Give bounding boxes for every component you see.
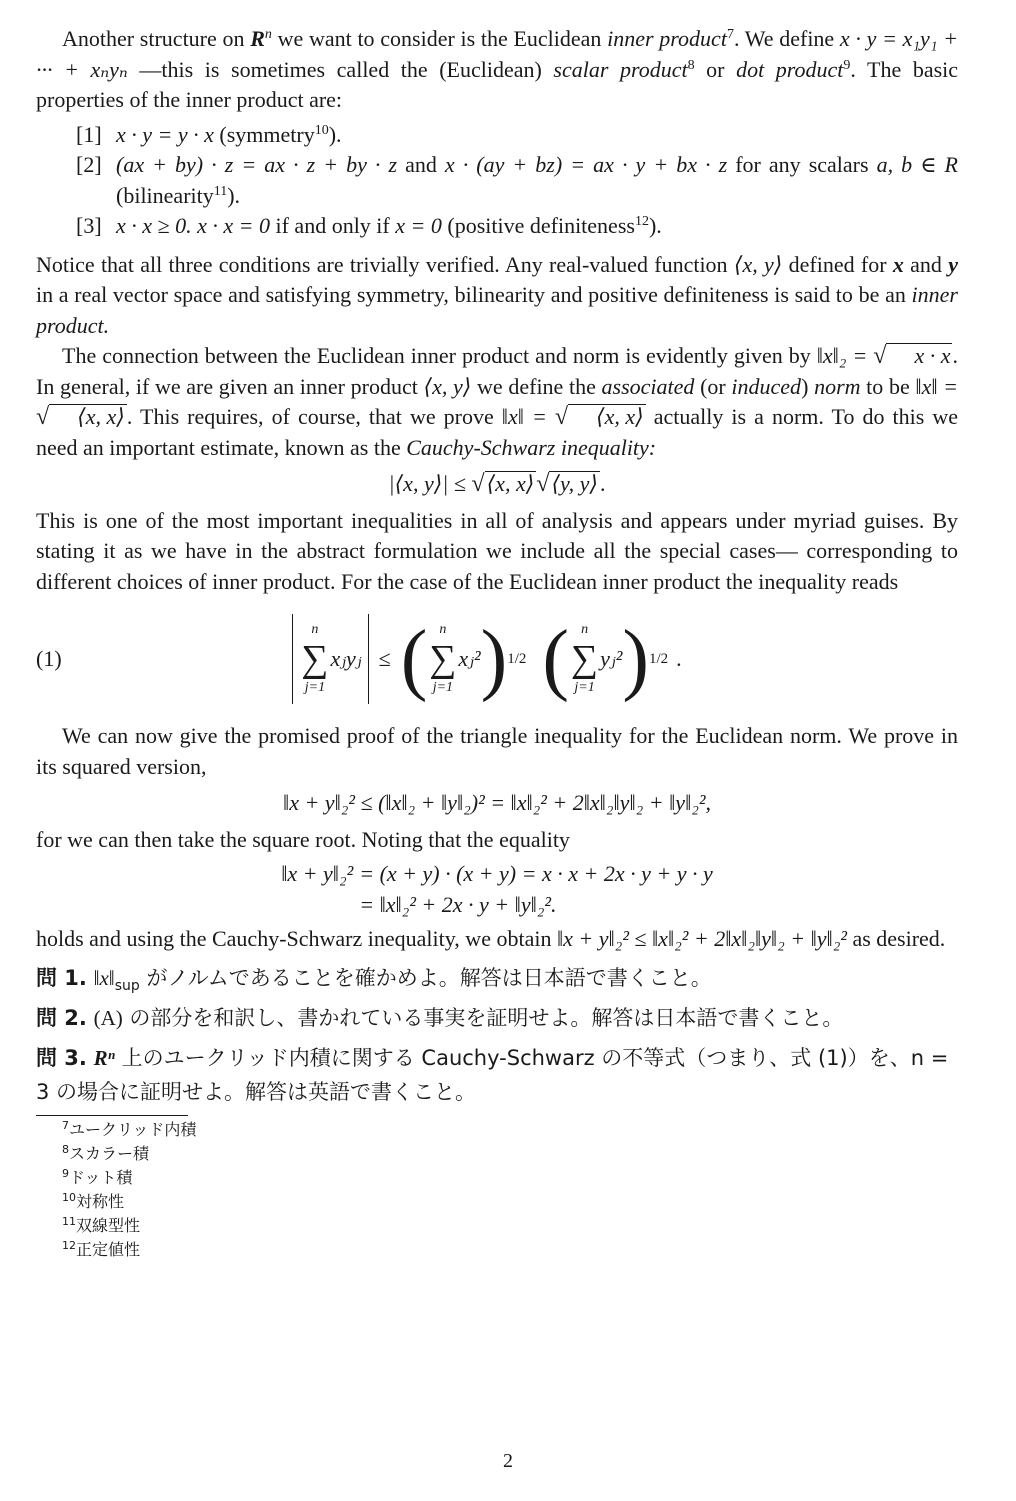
paragraph-inner-product-intro [36, 24, 958, 116]
text: . In general, if we are given an inner product [36, 343, 958, 399]
math-lhs: ‖x + y‖₂² [281, 861, 354, 886]
footnote-ref-11: 11 [213, 183, 228, 199]
text: . [599, 471, 606, 496]
question-text: 上のユークリッド内積に関する Cauchy-Schwarz の不等式（つまり、式 (1)）を、n = 3 の場合に証明せよ。解答は英語で書くこと。 [36, 1045, 949, 1104]
math: ‖x‖ = [501, 404, 555, 429]
sum-upper-limit: n [311, 622, 319, 637]
footnote-number: 8 [62, 1142, 69, 1156]
math-lhs [281, 890, 353, 921]
text: . We define [733, 26, 840, 51]
page-number: 2 [503, 1450, 513, 1472]
math: ⟨x, y⟩ [423, 373, 472, 399]
footnote-number: 11 [62, 1214, 76, 1228]
text: in a real vector space and satisfying symmetry, bilinearity and positive definiteness is said to be an [36, 282, 912, 307]
summation [301, 622, 328, 696]
question-3 [36, 1041, 958, 1109]
term-dot-product: dot product [736, 56, 844, 82]
document-page [36, 24, 958, 1262]
footnote-ref-10: 10 [314, 122, 329, 138]
question-text: がノルムであることを確かめよ。解答は日本語で書くこと。 [139, 965, 712, 990]
term-associated: associated [601, 373, 695, 399]
text: (bilinearity [116, 182, 214, 208]
property-positive-definiteness [76, 211, 958, 242]
property-number: [2] [76, 152, 102, 177]
footnote-10 [62, 1190, 958, 1214]
equation-label: (1) [36, 645, 62, 671]
footnotes [36, 1118, 958, 1262]
text: defined for [782, 251, 893, 277]
text: . This requires, of course, that we prove [126, 404, 502, 429]
property-number: [1] [76, 121, 102, 147]
text: ). [648, 213, 662, 238]
term-norm: norm [814, 373, 861, 399]
cauchy-schwarz-display: |⟨x, y⟩| ≤ √⟨x, x⟩√⟨y, y⟩. [388, 471, 606, 497]
math-R: R [250, 26, 265, 51]
paragraph-inner-product-definition [36, 250, 958, 342]
text: if and only if [269, 213, 396, 238]
math: yⱼ² [600, 645, 623, 671]
sigma-symbol: ∑ [571, 638, 599, 680]
math: x · (ay + bz) = ax · y + bx · z [444, 152, 728, 177]
text: we define the [471, 373, 602, 399]
math: Rⁿ [93, 1045, 115, 1070]
math: x = 0 [395, 213, 442, 238]
text: ). [227, 182, 241, 208]
term-cauchy-schwarz: Cauchy-Schwarz inequality: [406, 434, 657, 460]
math: ‖x + y‖₂² ≤ ‖x‖₂² + 2‖x‖₂‖y‖₂ + ‖y‖₂² [556, 926, 847, 951]
math: |⟨x, y⟩| ≤ [388, 471, 472, 496]
sum-lower-limit: j=1 [304, 680, 326, 695]
math-subscript: sup [114, 977, 140, 994]
math-sqrt-content: ⟨x, x⟩ [77, 404, 125, 429]
question-label: 問 3. [36, 1045, 87, 1070]
footnote-text: 正定値性 [76, 1239, 141, 1259]
footnote-9 [62, 1166, 958, 1190]
term-induced: induced [731, 373, 802, 399]
math: xⱼyⱼ [330, 645, 362, 671]
math: x [892, 251, 904, 277]
term-inner-product: inner product [607, 26, 727, 51]
text: ) [801, 373, 815, 399]
math: ‖x‖ [93, 965, 115, 990]
math-sqrt-content: x · x [914, 343, 951, 368]
footnote-text: スカラー積 [69, 1143, 150, 1163]
sigma-symbol: ∑ [429, 638, 457, 680]
footnote-text: ドット積 [69, 1167, 133, 1187]
math-sqrt-content: ⟨x, x⟩ [486, 471, 535, 496]
footnote-11 [62, 1214, 958, 1238]
equation-1: (1) n ∑ j=1 xⱼyⱼ ≤ ( n ∑ j=1 xⱼ² ) 1/2 ( n ∑ j=1 yⱼ² ) 1/2 . [36, 615, 682, 703]
math: x · y = y · x [116, 121, 214, 147]
math: xⱼ² [458, 645, 481, 671]
footnote-ref-7: 7 [726, 27, 734, 42]
footnote-text: ユークリッド内積 [69, 1119, 197, 1139]
question-label: 問 2. [36, 1005, 87, 1030]
footnote-text: 対称性 [76, 1191, 125, 1211]
math-rhs: = (x + y) · (x + y) = x · x + 2x · y + y · y [359, 861, 713, 886]
question-text: の部分を和訳し、書かれている事実を証明せよ。解答は日本語で書くこと。 [122, 1005, 844, 1030]
text: and [397, 152, 445, 177]
footnote-12 [62, 1238, 958, 1262]
summation [429, 622, 456, 696]
math-le: ≤ [378, 645, 391, 671]
question-label: 問 1. [36, 965, 87, 990]
text: . [676, 645, 682, 671]
footnote-7 [62, 1118, 958, 1142]
question-2 [36, 1001, 958, 1035]
footnote-ref-8: 8 [687, 57, 695, 73]
math-sqrt-content: ⟨x, x⟩ [596, 404, 644, 429]
footnote-ref-9: 9 [843, 57, 851, 73]
text: ). [328, 121, 342, 147]
math: x · x ≥ 0. x · x = 0 [116, 213, 270, 238]
text: (positive definiteness [441, 213, 635, 238]
term-inner-product: inner product. [36, 282, 958, 338]
math: (ax + by) · z = ax · z + by · z [116, 152, 398, 177]
footnote-8 [62, 1142, 958, 1166]
text: and [903, 251, 949, 277]
footnote-ref-12: 12 [634, 214, 649, 229]
math-sqrt-content: ⟨y, y⟩ [551, 471, 598, 496]
text: actually is a norm. To do this we need an important estimate, known as the [36, 404, 959, 460]
aligned-equation [36, 859, 958, 920]
footnote-number: 10 [62, 1190, 76, 1204]
text: (symmetry [213, 121, 315, 147]
math: ‖x‖ = [915, 373, 959, 399]
text: or [694, 56, 737, 82]
text: we want to consider is the Euclidean [271, 26, 608, 51]
text: —this is sometimes called the (Euclidean) [127, 56, 554, 82]
text: holds and using the Cauchy-Schwarz inequality, we obtain [36, 926, 557, 951]
text: for any scalars [727, 152, 877, 177]
math-exponent: n [264, 27, 272, 42]
math-dot-product-definition: x · y = x₁y₁ + ··· + xₙyₙ [36, 26, 959, 82]
sum-upper-limit: n [581, 622, 589, 637]
math-rhs: = ‖x‖₂² + 2x · y + ‖y‖₂². [359, 891, 557, 917]
paragraph-noting-equality: for we can then take the square root. Noting that the equality [36, 826, 570, 852]
footnote-number: 7 [62, 1118, 69, 1132]
footnote-number: 12 [62, 1238, 76, 1252]
math: y [948, 251, 958, 277]
text: The connection between the Euclidean inner product and norm is evidently given by [62, 343, 817, 368]
property-bilinearity [76, 150, 958, 211]
text: to be [860, 373, 916, 399]
text: . The basic properties of the inner product are: [36, 56, 959, 112]
triangle-inequality-display [36, 788, 958, 819]
sigma-symbol: ∑ [301, 638, 329, 680]
sum-upper-limit: n [439, 622, 447, 637]
footnote-number: 9 [62, 1166, 69, 1180]
property-symmetry [76, 120, 958, 151]
math: (A) [93, 1005, 123, 1030]
property-number: [3] [76, 213, 102, 238]
text: Notice that all three conditions are trivially verified. Any real-valued function [36, 251, 734, 277]
property-list [76, 120, 958, 242]
text: (or [694, 373, 732, 399]
math: ‖x + y‖₂² ≤ (‖x‖₂ + ‖y‖₂)² = ‖x‖₂² + 2‖x‖₂‖y‖₂ + ‖y‖₂², [283, 790, 711, 815]
paragraph-conclusion [36, 924, 958, 955]
paragraph-induced-norm: The connection between the Euclidean inner product and norm is evidently given by ‖x‖₂ = √ x · x. In general, if we are given an inner product ⟨x, y⟩ we define the associated (or induced) norm to be ‖x‖ = √ ⟨x, x⟩. This requires, of course, that we prove ‖x‖ = √ ⟨x, x⟩ actually is a norm. To do this we need an important estimate, known as the Cauchy-Schwarz inequality: [36, 343, 959, 460]
footnote-text: 双線型性 [76, 1215, 141, 1235]
math: ⟨x, y⟩ [733, 251, 783, 277]
term-scalar-product: scalar product [553, 56, 688, 82]
paragraph-importance: This is one of the most important inequalities in all of analysis and appears under myriad guises. By stating it as we have in the abstract formulation we include all the special cases— corresponding to different choices of inner product. For the case of the Euclidean inner product the inequality reads [36, 507, 958, 594]
absolute-value [292, 614, 368, 704]
paragraph-triangle-inequality: We can now give the promised proof of the triangle inequality for the Euclidean norm. We prove in its squared version, [36, 723, 958, 779]
question-1 [36, 961, 958, 995]
sum-lower-limit: j=1 [574, 680, 595, 695]
footnote-rule [36, 1115, 188, 1116]
sum-lower-limit: j=1 [432, 680, 454, 695]
math: a, b ∈ R [876, 152, 958, 177]
text: Another structure on [62, 26, 251, 51]
math: ‖x‖₂ = [816, 343, 874, 368]
text: as desired. [846, 926, 946, 951]
summation [571, 622, 598, 696]
